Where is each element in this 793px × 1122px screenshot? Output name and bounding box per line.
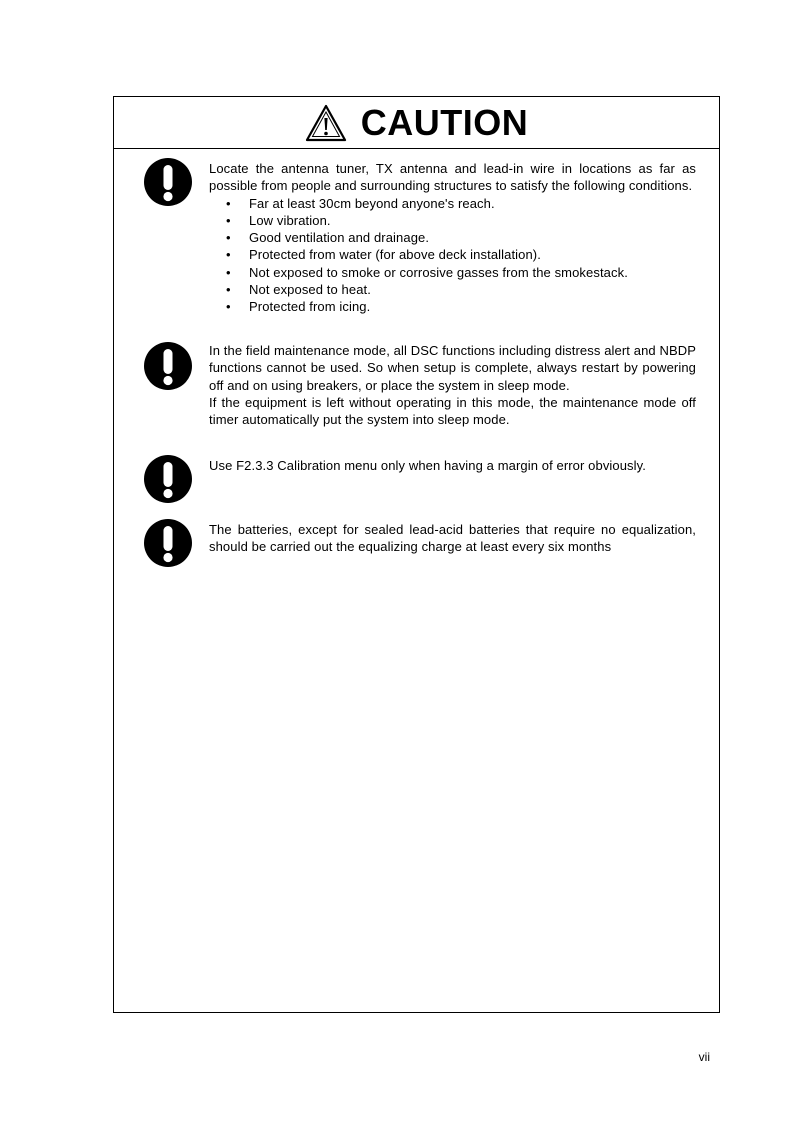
caution-title: CAUTION: [360, 101, 529, 143]
paragraph: The batteries, except for sealed lead-acid batteries that require no equalization, should be carried out the equalizing charge at least every six months: [209, 522, 696, 555]
warning-triangle-icon: [305, 104, 347, 142]
bullet-icon: •: [226, 195, 231, 211]
bullet-icon: •: [226, 212, 231, 228]
bullet-icon: •: [226, 282, 231, 298]
exclamation-circle-icon: [143, 518, 193, 568]
list-item: • Protected from icing.: [226, 299, 371, 315]
list-item: • Low vibration.: [226, 212, 331, 228]
exclamation-circle-icon: [143, 454, 193, 504]
exclamation-circle-icon: [143, 341, 193, 391]
list-item: • Not exposed to smoke or corrosive gasses from the smokestack.: [226, 264, 628, 280]
paragraph: Locate the antenna tuner, TX antenna and lead-in wire in locations as far as possible from people and surrounding structures to satisfy the following conditions.: [209, 161, 696, 194]
paragraph: Use F2.3.3 Calibration menu only when having a margin of error obviously.: [209, 458, 646, 473]
caution-box: [113, 96, 720, 1013]
condition-list: [209, 195, 696, 316]
list-item: • Not exposed to heat.: [226, 282, 371, 298]
page-number: vii: [698, 1050, 710, 1064]
exclamation-circle-icon: [143, 157, 193, 207]
caution-item-text: [209, 457, 696, 474]
bullet-icon: •: [226, 247, 231, 263]
bullet-icon: •: [226, 264, 231, 280]
caution-header: [114, 97, 719, 149]
bullet-icon: •: [226, 230, 231, 246]
paragraph: In the field maintenance mode, all DSC functions including distress alert and NBDP functions cannot be used. So when setup is complete, always restart by powering off and on using breakers, or place the system in sleep mode.: [209, 343, 696, 393]
bullet-icon: •: [226, 299, 231, 315]
caution-item-text: [209, 160, 696, 316]
caution-item-text: [209, 342, 696, 428]
list-item: • Protected from water (for above deck installation).: [226, 247, 541, 263]
list-item: • Good ventilation and drainage.: [226, 230, 430, 246]
list-item: • Far at least 30cm beyond anyone's reach.: [226, 195, 495, 211]
paragraph: If the equipment is left without operating in this mode, the maintenance mode off timer automatically put the system into sleep mode.: [209, 394, 696, 428]
caution-item-text: [209, 521, 696, 556]
